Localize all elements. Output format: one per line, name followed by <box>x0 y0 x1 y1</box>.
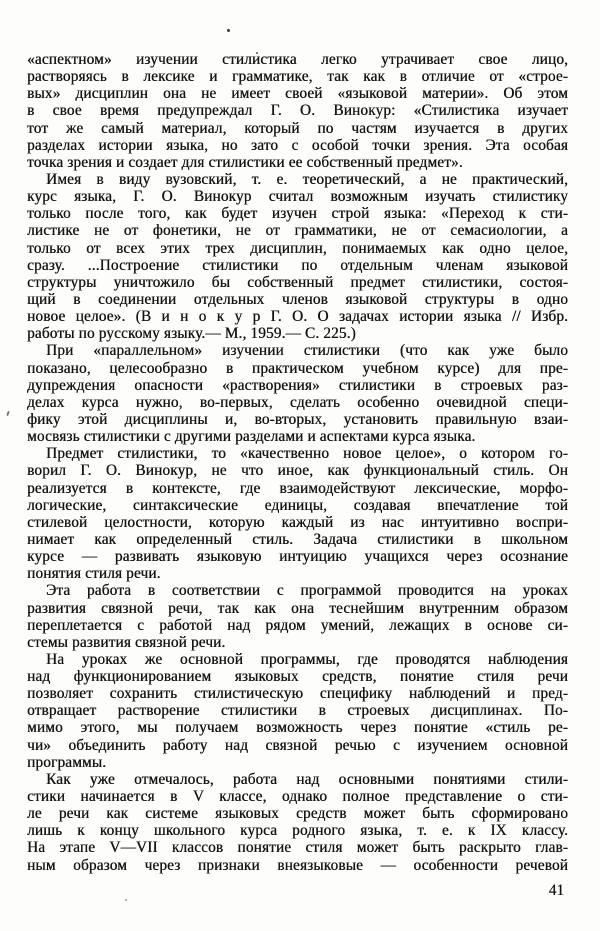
text-line: «аспектном» изучении стилистика легко утрачивает свое лицо, <box>27 51 568 68</box>
text-line: щий в соединении отдельных членов языковой структуры в одно <box>27 290 568 308</box>
text-line: стилевой целостности, которую каждый из нас интуитивно воспри- <box>27 513 568 531</box>
text-line: работы по русскому языку.— М., 1959.— С. 225.) <box>27 325 356 343</box>
text-line: растворяясь в лексике и грамматике, так как в отличие от «строе- <box>27 68 568 86</box>
text-line: лишь к концу школьного курса родного языка, т. е. к IX классу. <box>27 822 568 840</box>
text-line: вых» дисциплин она не имеет своей «языковой материи». Об этом <box>27 85 568 103</box>
text-line: разделах истории языка, но зато с особой точки зрения. Эта особая <box>27 136 568 154</box>
text-line: делах курса нужно, во-первых, сделать особенно очевидной специ- <box>27 393 568 411</box>
text-line: мосвязь стилистики с другими разделами и аспектами курса языка. <box>27 428 476 446</box>
text-line: фику этой дисциплины и, во-вторых, установить правильную взаи- <box>27 410 568 428</box>
text-line: курс языка, Г. О. Винокур считал возможным изучать стилистику <box>27 188 568 206</box>
text-block <box>27 51 568 874</box>
text-line: листике не от фонетики, не от грамматики, не от семасиологии, а <box>27 222 568 240</box>
text-line: программы. <box>27 753 107 771</box>
text-line: На этапе V—VII классов понятие стиля может быть раскрыто глав- <box>27 839 568 857</box>
text-line: ным образом через признаки внеязыковые — особенности речевой <box>27 856 568 874</box>
text-line: показано, целесообразно в практическом учебном курсе) для пре- <box>27 359 568 377</box>
text-line: ле речи как системе языковых средств может быть сформировано <box>27 805 568 823</box>
text-line: дупреждения опасности «растворения» стилистики в строевых раз- <box>27 376 568 394</box>
text-line: над функционированием языковых средств, понятие стиля речи <box>27 668 568 686</box>
text-line: стики начинается в V классе, однако полное представление о сти- <box>27 788 568 806</box>
text-line: только от всех этих трех дисциплин, понимаемых как одно целое, <box>27 239 568 257</box>
text-line: Предмет стилистики, то «качественно новое целое», о котором го- <box>46 445 568 463</box>
text-line: позволяет сохранить стилистическую специфику наблюдений и пред- <box>27 685 568 703</box>
text-line: стемы развития связной речи. <box>27 633 226 651</box>
text-line: отвращает растворение стилистики в строевых дисциплинах. По- <box>27 702 568 720</box>
text-line: структуры уничтожило бы собственный предмет стилистики, состоя- <box>27 273 568 291</box>
text-line: тот же самый материал, который по частям изучается в других <box>27 119 568 137</box>
scan-speck <box>227 29 230 32</box>
text-line: мимо этого, мы получаем возможность через понятие «стиль ре- <box>27 719 568 737</box>
text-line: реализуется в контексте, где взаимодействуют лексические, морфо- <box>27 479 568 497</box>
text-line: курсе — развивать языковую интуицию учащихся через осознание <box>27 548 568 566</box>
text-line: ворил Г. О. Винокур, не что иное, как функциональный стиль. Он <box>27 462 568 480</box>
text-line: нимает как определенный стиль. Задача стилистики в школьном <box>27 530 568 548</box>
text-line: На уроках же основной программы, где проводятся наблюдения <box>46 650 568 668</box>
text-line: развития связной речи, так как она теснейшим внутренним образом <box>27 599 568 617</box>
text-line: понятия стиля речи. <box>27 565 161 583</box>
text-line: Как уже отмечалось, работа над основными понятиями стили- <box>46 770 568 788</box>
text-line: сразу. ...Построение стилистики по отдельным членам языковой <box>27 256 568 274</box>
text-line: чи» объединить работу над связной речью с изучением основной <box>27 736 568 754</box>
text-line: переплетается с работой над рядом умений, лежащих в основе си- <box>27 616 568 634</box>
text-line: Эта работа в соответствии с программой проводится на уроках <box>46 582 568 600</box>
text-line: Имея в виду вузовский, т. е. теоретический, а не практический, <box>46 170 568 188</box>
text-line: точка зрения и создает для стилистики ее собственный предмет». <box>27 153 463 171</box>
text-line: При «параллельном» изучении стилистики (что как уже было <box>46 342 568 360</box>
text-line: новое целое». (В и н о к у р Г. О. О задачах истории языка // Избр. <box>27 308 568 326</box>
text-line: в свое время предупреждал Г. О. Винокур: «Стилистика изучает <box>27 102 568 120</box>
page-number: 41 <box>548 882 564 899</box>
text-line: логические, синтаксические единицы, создавая впечатление той <box>27 496 568 514</box>
scan-speck <box>6 411 9 416</box>
text-line: только после того, как будет изучен строй языка: «Переход к сти- <box>27 205 568 223</box>
